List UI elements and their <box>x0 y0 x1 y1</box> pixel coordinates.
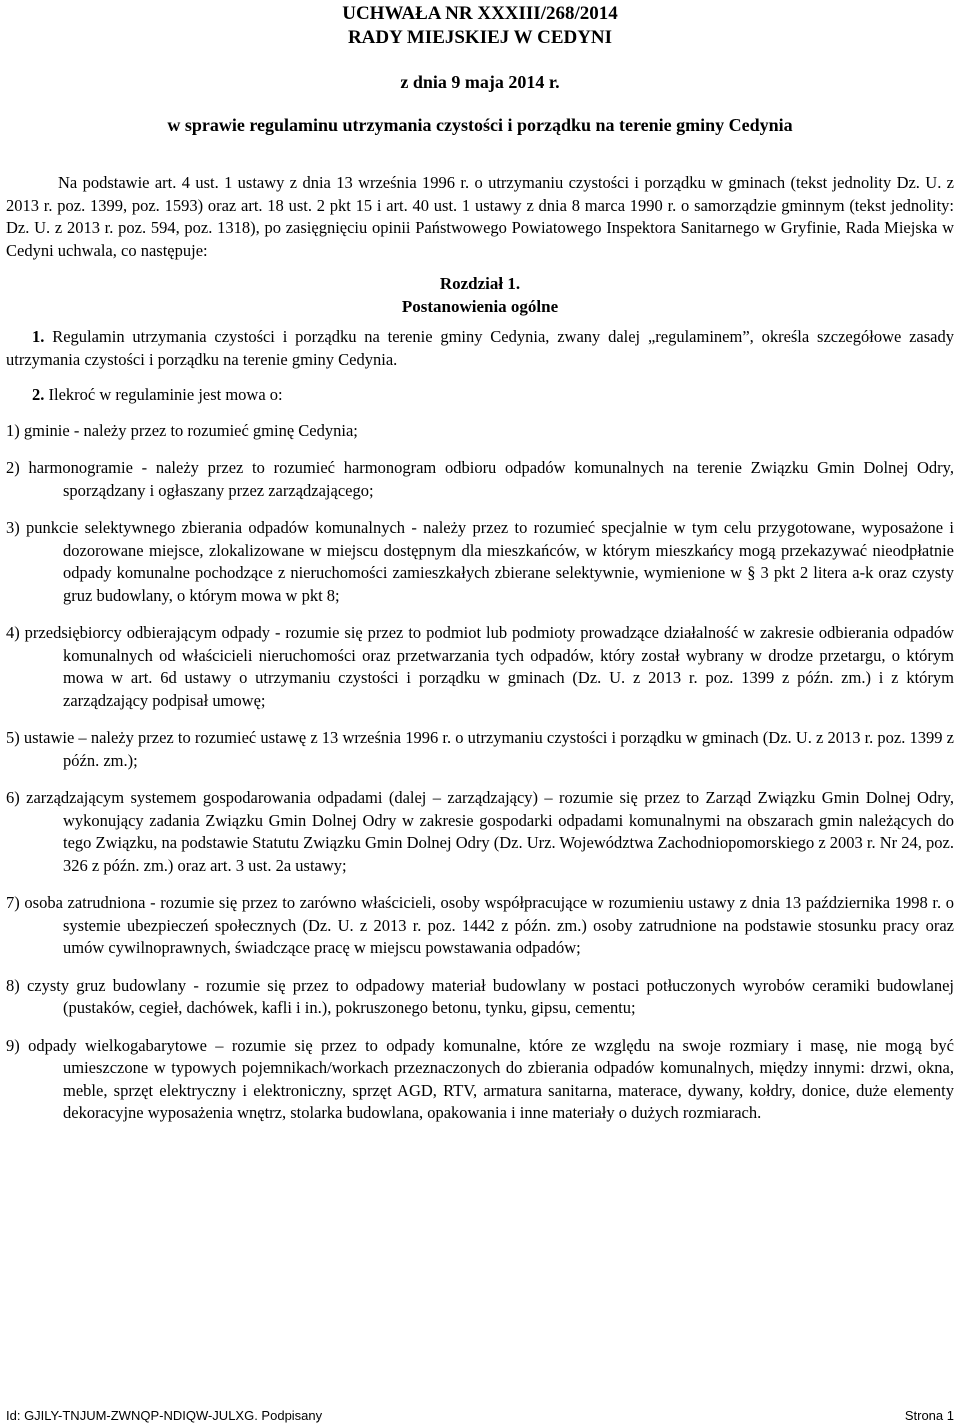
paragraph-2 <box>6 384 954 407</box>
definition-item-7: 7) osoba zatrudniona - rozumie się przez to zarówno właścicieli, osoby współpracujące w rozumieniu ustawy z dnia 13 października 1998 r. o systemie ubezpieczeń społecznych (Dz. U. z 2013 r. poz. 1442 z późn. zm.) osoby zatrudnione na podstawie stosunku pracy oraz umów cywilnoprawnych, świadczące pracę w miejscu powstawania odpadów; <box>6 893 954 957</box>
chapter-title: Postanowienia ogólne <box>401 297 559 316</box>
legal-basis-paragraph: Na podstawie art. 4 ust. 1 ustawy z dnia 13 września 1996 r. o utrzymaniu czystości i porządku w gminach (tekst jednolity Dz. U. z 2013 r. poz. 1399, poz. 1593) oraz art. 18 ust. 2 pkt 15 i art. 40 ust. 1 ustawy z dnia 8 marca 1990 r. o samorządzie gminnym (tekst jednolity: Dz. U. z 2013 r. poz. 594, poz. 1318), po zasięgnięciu opinii Państwowego Powiatowego Inspektora Sanitarnego w Gryfinie, Rada Miejska w Cedyni uchwala, co następuje: <box>6 173 954 260</box>
paragraph-1 <box>6 326 954 371</box>
definition-item-1: 1) gminie - należy przez to rozumieć gminę Cedynia; <box>6 420 358 440</box>
document-header <box>0 2 960 50</box>
resolution-number: UCHWAŁA NR XXXIII/268/2014 <box>342 3 618 24</box>
definition-item-6: 6) zarządzającym systemem gospodarowania odpadami (dalej – zarządzający) – rozumie się przez to Zarząd Związku Gmin Dolnej Odry, wykonujący zadania Związku Gmin Dolnej Odry w zakresie gospodarki odpadami komunalnymi na obszarach gmin należących do tego Związku, na podstawie Statutu Związku Gmin Dolnej Odry (Dz. Urz. Województwa Zachodniopomorskiego z 2003 r. Nr 24, poz. 326 z późn. zm.) oraz art. 3 ust. 2a ustawy; <box>6 788 954 875</box>
document-id: Id: GJILY-TNJUM-ZWNQP-NDIQW-JULXG. Podpisany <box>6 1408 323 1423</box>
chapter-label: Rozdział 1. <box>439 274 521 293</box>
paragraph-2-text: Ilekroć w regulaminie jest mowa o: <box>48 385 283 404</box>
resolution-subject: w sprawie regulaminu utrzymania czystości i porządku na terenie gminy Cedynia <box>167 115 793 135</box>
paragraph-1-text: Regulamin utrzymania czystości i porządku na terenie gminy Cedynia, zwany dalej „regulaminem”, określa szczegółowe zasady utrzymania czystości i porządku na terenie gminy Cedynia. <box>6 327 954 369</box>
definition-item-8: 8) czysty gruz budowlany - rozumie się przez to odpadowy materiał budowlany w postaci potłuczonych wyrobów ceramiki budowlanej (pustaków, cegieł, dachówek, kafli i in.), pokruszonego betonu, tynku, gipsu, cementu; <box>6 975 954 1017</box>
council-name: RADY MIEJSKIEJ W CEDYNI <box>347 27 613 48</box>
page-footer <box>6 1408 954 1423</box>
paragraph-1-symbol: 1. <box>32 327 45 346</box>
paragraph-2-symbol: 2. <box>32 385 45 404</box>
definition-item-3: 3) punkcie selektywnego zbierania odpadów komunalnych - należy przez to rozumieć specjalnie w tym celu przygotowane, wyposażone i dozorowane miejsce, zlokalizowane w miejscu dostępnym dla mieszkańców, w którym mieszkańcy mogą przekazywać nieodpłatnie odpady komunalne pochodzące z nieruchomości zamieszkałych zbierane selektywnie, wymienione w § 3 pkt 2 litera a-k oraz czysty gruz budowlany, o którym mowa w pkt 8; <box>6 518 954 605</box>
resolution-date: z dnia 9 maja 2014 r. <box>400 72 560 92</box>
chapter-heading <box>6 272 954 318</box>
definition-item-5: 5) ustawie – należy przez to rozumieć ustawę z 13 września 1996 r. o utrzymaniu czystości i porządku w gminach (Dz. U. z 2013 r. poz. 1399 z późn. zm.); <box>6 728 954 770</box>
document-body <box>6 172 954 1140</box>
definition-item-2: 2) harmonogramie - należy przez to rozumieć harmonogram odbioru odpadów komunalnych na terenie Związku Gmin Dolnej Odry, sporządzany i ogłaszany przez zarządzającego; <box>6 458 954 500</box>
definition-item-9: 9) odpady wielkogabarytowe – rozumie się przez to odpady komunalne, które ze względu na swoje rozmiary i masę, nie mogą być umieszczone w typowych pojemnikach/workach przeznaczonych do zbierania odpadów komunalnych, między innymi: drzwi, okna, meble, sprzęt elektryczny i elektroniczny, sprzęt AGD, RTV, armatura sanitarna, materace, dywany, kołdry, donice, duże elementy dekoracyjne wyposażenia wnętrz, stolarka budowlana, opakowania i inne materiały o dużych rozmiarach. <box>6 1035 954 1122</box>
page-number: Strona 1 <box>904 1408 954 1423</box>
definition-item-4: 4) przedsiębiorcy odbierającym odpady - rozumie się przez to podmiot lub podmioty prowadzące działalność w zakresie odbierania odpadów komunalnych od właścicieli nieruchomości oraz przetwarzania tych odpadów, który został wybrany w drodze przetargu, o którym mowa w art. 6d ustawy o utrzymaniu czystości i porządku w gminach (Dz. U. z 2013 r. poz. 1399 z późn. zm.) i z którym zarządzający podpisał umowę; <box>6 623 954 710</box>
